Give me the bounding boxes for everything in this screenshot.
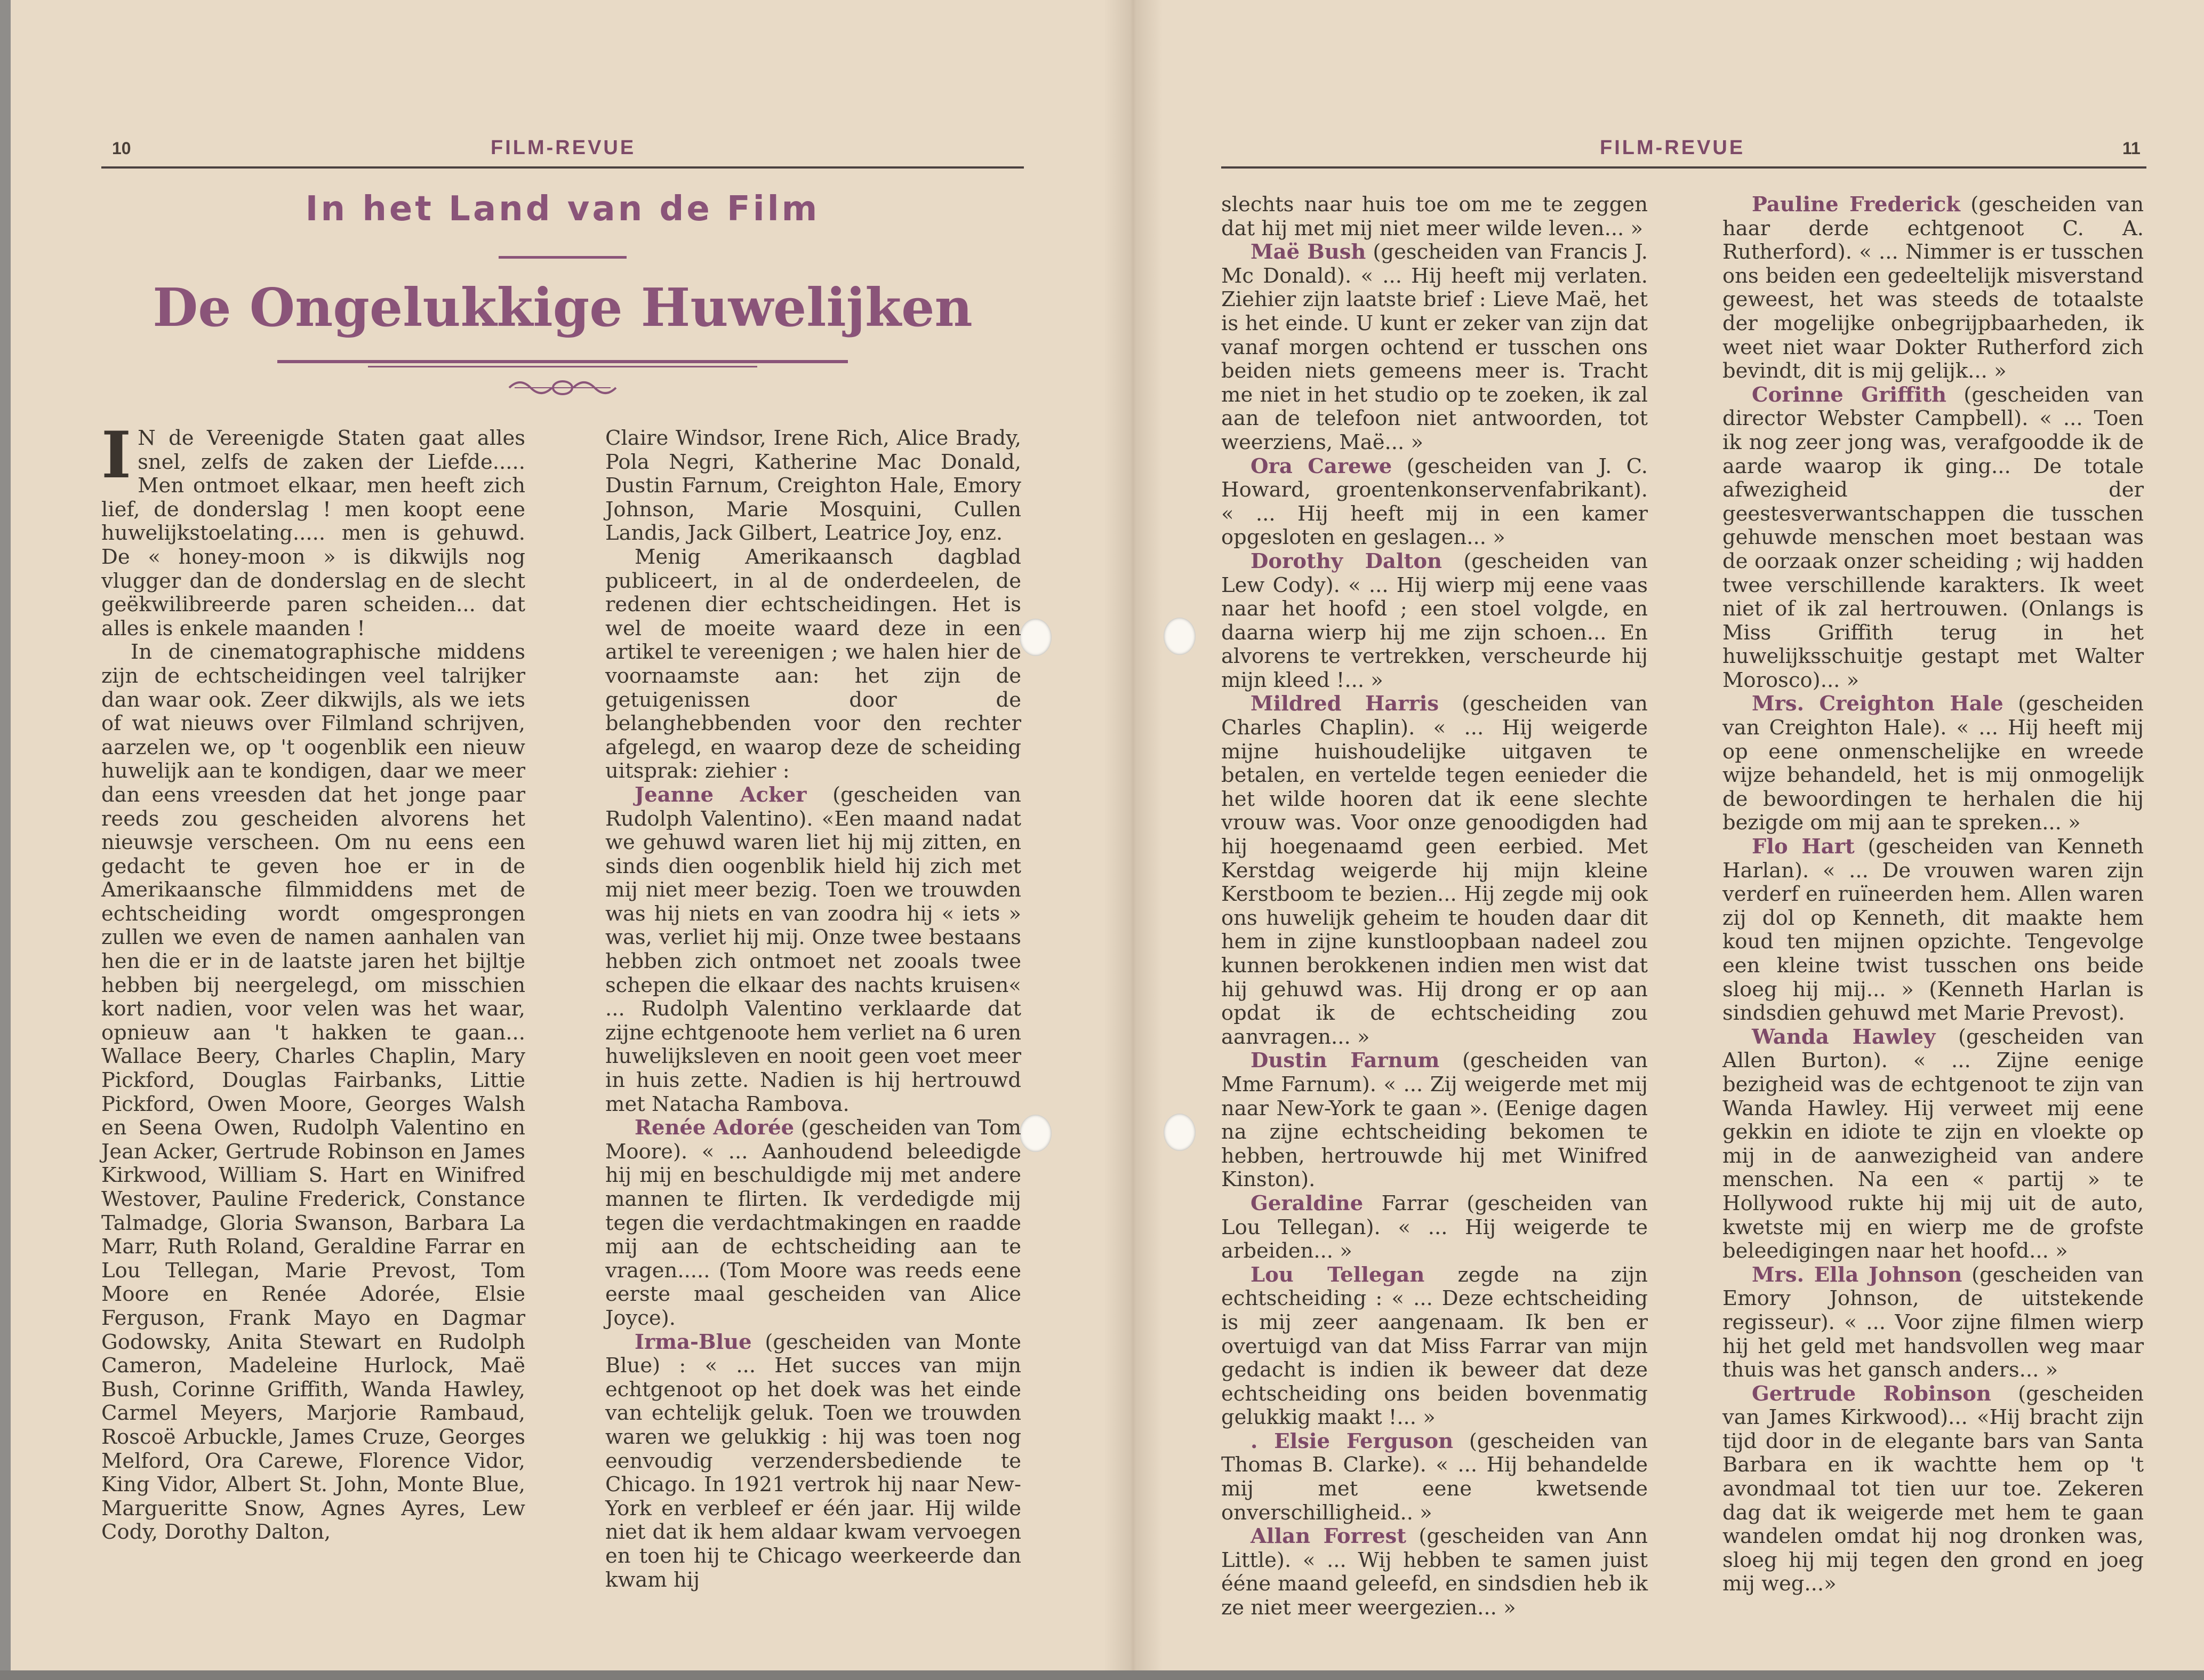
punch-hole [1164, 1114, 1196, 1151]
page-number: 10 [112, 139, 131, 158]
page-number: 11 [2122, 139, 2141, 158]
drop-cap: I [101, 418, 132, 493]
intro-paragraph: I N de Vereenigde Staten gaat alles snel, zelfs de zaken der Liefde..... Men ontmoet elkaar, men heeft zich lief, de donderslag ! men koopt eene huwelijkstoelating..... men is gehuwd. De « honey-moon » is dikwijls nog vlugger dan de donderslag en de slecht geëkwilibreerde paren scheiden... dat alles is enkele maanden ! [101, 418, 525, 641]
testimony-entry: Gertrude Robinson (gescheiden van James Kirkwood)... «Hij bracht zijn tijd door in de elegante bars van Santa Barbara en ik wachtte hem op 't avondmaal tot tien uur toe. Zekeren dag dat ik weigerde met hem te gaan wandelen omdat hij nog dronken was, sloeg hij mij tegen den grond en joeg mij weg...» [1722, 1381, 2144, 1596]
testimony-entry: Dorothy Dalton (gescheiden van Lew Cody). « ... Hij wierp mij eene vaas naar het hoofd ; een stoel volgde, en daarna wierp hij me zijn schoen... En alvorens te vertrekken, verscheurde hij mijn kleed !... » [1221, 549, 1648, 692]
testimony-entry: Wanda Hawley (gescheiden van Allen Burton). « ... Zijne eenige bezigheid was de echtgenoot te zijn van Wanda Hawley. Hij verweet mij eene gekkin en idiote te zijn en vloekte op mij in de aanwezigheid van andere menschen. Na een « partij » te Hollywood rukte hij mij uit de auto, kwetste mij en wierp me de grofste beleedigingen naar het hoofd... » [1722, 1025, 2144, 1263]
center-gutter [1104, 0, 1163, 1670]
testimony-entry: Irma-Blue (gescheiden van Monte Blue) : « ... Het succes van mijn echtgenoot op het doek was het einde van echtelijk geluk. Toen we trouwden waren we gelukkig : hij was toen nog eenvoudig verzendersbediende te Chicago. In 1921 vertrok hij naar New-York en verbleef er één jaar. Hij wilde niet dat ik hem aldaar kwam vervoegen en toen hij te Chicago weerkeerde dan kwam hij [605, 1330, 1021, 1592]
testimony-entry: Mildred Harris (gescheiden van Charles Chaplin). « ... Hij weigerde mijne huishoudelijke uitgaven te betalen, en vertelde tegen eenieder die het wilde hooren dat ik eene slechte vrouw was. Voor onze genoodigden had hij hoegenaamd geen eerbied. Met Kerstdag weigerde hij mijn kleine Kerstboom te bezien... Hij zegde mij ook ons huwelijk geheim te houden daar dit hem in zijne kunstloopbaan nadeel zou kunnen berokkenen indien men wist dat hij gehuwd was. Hij drong er op aan opdat ik de echtscheiding zou aanvragen... » [1221, 692, 1648, 1049]
left-column-1 [101, 418, 525, 1545]
article-kicker: In het Land van de Film [305, 189, 820, 229]
right-column-1 [1221, 193, 1648, 1620]
punch-hole [1020, 619, 1052, 656]
paragraph: In de cinematographische middens zijn de echtscheidingen veel talrijker dan waar ook. Zeer dikwijls, als we iets of wat nieuws over Filmland schrijven, aarzelen we, op 't oogenblik een nieuw huwelijk aan te kondigen, daar we meer dan eens vreesden dat het jonge paar reeds zou gescheiden alvorens het nieuwsje verscheen. Om nu eens een gedacht te geven hoe er in de Amerikaansche filmmiddens met de echtscheiding wordt omgesprongen zullen we even de namen aanhalen van hen die er in de laatste jaren het bijltje hebben bij neergelegd, om misschien kort nadien, voor velen was het waar, opnieuw aan 't hakken te gaan... Wallace Beery, Charles Chaplin, Mary Pickford, Douglas Fairbanks, Littie Pickford, Owen Moore, Georges Walsh en Seena Owen, Rudolph Valentino en Jean Acker, Gertrude Robinson en James Kirkwood, William S. Hart en Winifred Westover, Pauline Frederick, Constance Talmadge, Gloria Swanson, Barbara La Marr, Ruth Roland, Geraldine Farrar en Lou Tellegan, Marie Prevost, Tom Moore en Renée Adorée, Elsie Ferguson, Frank Mayo en Dagmar Godowsky, Anita Stewart en Rudolph Cameron, Madeleine Hurlock, Maë Bush, Corinne Griffith, Wanda Hawley, Carmel Meyers, Marjorie Rambaud, Roscoë Arbuckle, James Cruze, Georges Melford, Ora Carewe, Florence Vidor, King Vidor, Albert St. John, Monte Blue, Margueritte Snow, Agnes Ayres, Lew Cody, Dorothy Dalton, [101, 640, 525, 1545]
testimony-entry: Allan Forrest (gescheiden van Ann Little). « ... Wij hebben te samen juist ééne maand geleefd, en sindsdien heb ik ze niet meer weergezien... » [1221, 1524, 1648, 1620]
page-header [1221, 134, 2146, 161]
magazine-title: FILM-REVUE [491, 137, 636, 159]
paragraph: Menig Amerikaansch dagblad publiceert, in al de onderdeelen, de redenen dier echtscheidingen. Het is wel de moeite waard deze in een artikel te vereenigen ; we halen hier de voornaamste aan: het zijn de getuigenissen door de belanghebbenden voor den rechter afgelegd, en waarop deze de scheiding uitsprak: ziehier : [605, 545, 1021, 783]
kicker-rule [499, 256, 627, 259]
testimony-entry: Lou Tellegan zegde na zijn echtscheiding : « ... Deze echtscheiding is mij zeer aangenaam. Ik ben er overtuigd van dat Miss Farrar van mijn gedacht is indien ik beweer dat deze echtscheiding ons beiden bovenmatig gelukkig maakt !... » [1221, 1262, 1648, 1430]
title-rule-thin [368, 366, 757, 367]
testimony-entry: Geraldine Farrar (gescheiden van Lou Tellegan). « ... Hij weigerde te arbeiden... » [1221, 1191, 1648, 1263]
left-page [101, 0, 1024, 1670]
right-column-2 [1722, 193, 2144, 1596]
punch-hole [1020, 1115, 1052, 1152]
paragraph: Claire Windsor, Irene Rich, Alice Brady, Pola Negri, Katherine Mac Donald, Dustin Farnum, Creighton Hale, Emory Johnson, Marie Mosquini, Cullen Landis, Jack Gilbert, Leatrice Joy, enz. [605, 426, 1021, 546]
magazine-spread [11, 0, 2204, 1670]
testimony-entry: Corinne Griffith (gescheiden van directoг Webster Campbell). « ... Toen ik nog zeer jong was, verafgoodde ik de aarde waarop ik ging... De totale afwezigheid der geestesverwantschappen die tusschen gehuwde menschen moet bestaan was de oorzaak onzer scheiding ; wij hadden twee verschillende karakters. Ik weet niet of ik zal hertrouwen. (Onlangs is Miss Griffith terug in het huwelijksschuitje gestapt met Walter Morosco)... » [1722, 382, 2144, 692]
testimony-entry: Flo Hart (gescheiden van Kenneth Harlan). « ... De vrouwen waren zijn verderf en ruïneerden hem. Allen waren zij dol op Kenneth, dit maakte hem koud ten mijnen opzichte. Tengevolge een kleine twist tusschen ons beide sloeg hij mij... » (Kenneth Harlan is sindsdien gehuwd met Marie Prevost). [1722, 835, 2144, 1026]
testimony-entry: Dustin Farnum (gescheiden van Mme Farnum). « ... Zij weigerde met mij naar New-York te gaan ». (Eenige dagen na zijne echtscheiding bekomen te hebben, hertrouwde hij met Winifred Kinston). [1221, 1049, 1648, 1192]
title-rule [277, 360, 848, 363]
testimony-entry: Ora Carewe (gescheiden van J. C. Howard, groentenkonservenfabrikant). « ... Hij heeft mij in een kamer opgesloten en geslagen... » [1221, 454, 1648, 550]
testimony-entry: . Elsie Ferguson (gescheiden van Thomas B. Clarke). « ... Hij behandelde mij met eene kwetsende onverschilligheid.. » [1221, 1429, 1648, 1525]
testimony-entry: Renée Adorée (gescheiden van Tom Moore). « ... Aanhoudend beleedigde hij mij en beschuldigde mij met andere mannen te flirten. Ik verdedigde mij tegen die verdachtmakingen en raadde mij aan de echtscheiding aan te vragen..... (Tom Moore was reeds eene eerste maal gescheiden van Alice Joyce). [605, 1116, 1021, 1330]
testimony-entry: Pauline Frederick (gescheiden van haar derde echtgenoot C. A. Rutherford). « ... Nimmer is er tusschen ons beiden een gedeeltelijk misverstand geweest, het was steeds de totaalste der mogelijke onbegrijpbaarheden, ik weet niet waar Dokter Rutherford zich bevindt, dit is mij gelijk... » [1722, 193, 2144, 383]
testimony-entry: Jeanne Acker (gescheiden van Rudolph Valentino). «Een maand nadat we gehuwd waren liet hij mij zitten, en sinds dien oogenblik hield hij zich met mij niet meer bezig. Toen we trouwden was hij niets en van zoodra hij « iets » was, verliet hij mij. Onze twee bestaans hebben zich ontmoet net zooals twee schepen die elkaar des nachts kruisen« ... Rudolph Valentino verklaarde dat zijne echtgenoote hem verliet na 6 uren huwelijksleven en nooit geen voet meer in huis zette. Nadien is hij hertrouwd met Natacha Rambova. [605, 782, 1021, 1116]
article-title: De Ongelukkige Huwelijken [153, 277, 973, 339]
header-rule [1221, 166, 2146, 169]
page-header [101, 134, 1024, 161]
right-page [1221, 0, 2146, 1670]
left-column-2 [605, 427, 1021, 1592]
scan-bottom-edge [0, 1670, 2204, 1680]
header-rule [101, 166, 1024, 169]
testimony-entry: Maë Bush (gescheiden van Francis J. Mc Donald). « ... Hij heeft mij verlaten. Ziehier zijn laatste brief : Lieve Maë, het is het einde. U kunt er zeker van zijn dat vanaf morgen ochtend er tusschen ons beiden niets gemeens meer is. Tracht me niet in het studio op te zoeken, ik zal aan de telefoon niet antwoorden, tot weerziens, Maë... » [1221, 240, 1648, 454]
ornament-icon [499, 369, 627, 406]
testimony-entry: Mrs. Creighton Hale (gescheiden van Creighton Hale). « ... Hij heeft mij op eene onmenschelijke en wreede wijze behandeld, het is mij onmogelijk de bewoordingen te herhalen die hij bezigde om mij aan te spreken... » [1722, 692, 2144, 835]
magazine-title: FILM-REVUE [1600, 137, 1745, 159]
punch-hole [1164, 618, 1196, 655]
paragraph: slechts naar huis toe om me te zeggen dat hij met mij niet meer wilde leven... » [1221, 193, 1648, 241]
testimony-entry: Mrs. Ella Johnson (gescheiden van Emory Johnson, de uitstekende regisseur). « ... Voor zijne filmen wierp hij het geld met handsvollen weg maar thuis was het gansch anders... » [1722, 1262, 2144, 1382]
